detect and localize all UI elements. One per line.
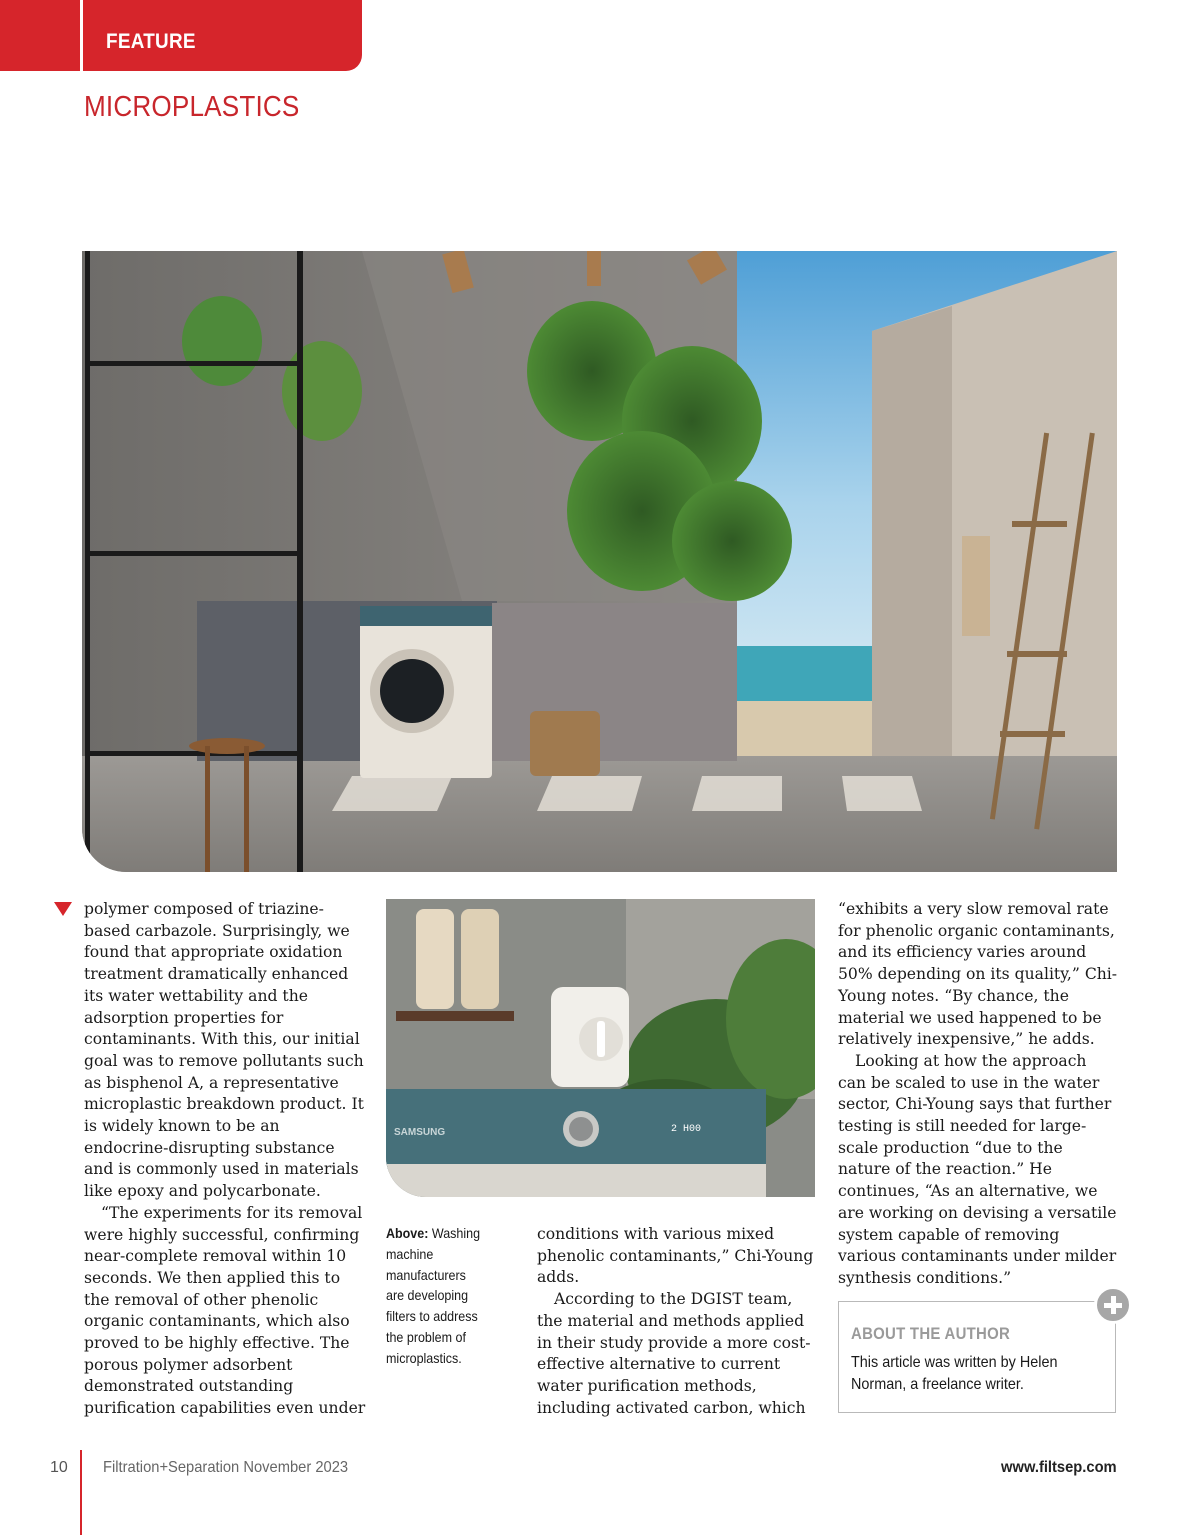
article-column-3 — [537, 1224, 817, 1419]
inset-brand-text: SAMSUNG — [394, 1127, 446, 1138]
column3-paragraph-1: conditions with various mixed phenolic contaminants,” Chi-Young adds. — [537, 1225, 814, 1287]
inset-display-text: 2 H00 — [671, 1124, 702, 1135]
hero-photo — [82, 251, 1117, 872]
photo-caption — [386, 1224, 487, 1370]
about-author-box — [838, 1301, 1116, 1413]
column4-paragraph-1: “exhibits a very slow removal rate for phenolic organic contaminants, and its efficiency varies around 50% depending on its quality,” Chi-Young notes. “By chance, the material we used happened to be relatively inexpensive,” he adds. — [838, 900, 1118, 1049]
article-column-4 — [838, 899, 1118, 1290]
website-link[interactable]: www.filtsep.com — [1001, 1459, 1117, 1476]
publication-info: Filtration+Separation November 2023 — [103, 1459, 349, 1476]
column3-paragraph-2: According to the DGIST team, the material and methods applied in their study provide a more cost-effective alternative to current water purification methods, including activated carbon, which — [537, 1290, 811, 1417]
section-title: MICROPLASTICS — [84, 91, 300, 123]
inset-photo — [386, 899, 815, 1197]
plus-icon — [1094, 1286, 1132, 1324]
about-author-heading: ABOUT THE AUTHOR — [851, 1324, 1011, 1343]
caption-lead: Above: — [386, 1226, 429, 1241]
continuation-triangle-icon — [54, 902, 72, 916]
feature-label: FEATURE — [106, 30, 196, 53]
column1-paragraph-1: polymer composed of triazine-based carbazole. Surprisingly, we found that appropriate oxidation treatment dramatically enhanced its water wettability and the adsorption properties for contaminants. With this, our initial goal was to remove pollutants such as bisphenol A, a representative microplastic breakdown product. It is widely known to be an endocrine-disrupting substance and is commonly used in materials like epoxy and polycarbonate. — [84, 900, 364, 1201]
column4-paragraph-2: Looking at how the approach can be scaled to use in the water sector, Chi-Young says that further testing is still needed for large-scale production “due to the nature of the reaction.” He continues, “As an alternative, we are working on devising a versatile system capable of removing various contaminants under milder synthesis conditions.” — [838, 1051, 1117, 1287]
caption-text: Washing machine manufacturers are developing filters to address the problem of microplastics. — [386, 1226, 481, 1366]
article-column-1 — [84, 899, 366, 1420]
about-author-text: This article was written by Helen Norman, a freelance writer. — [851, 1354, 1058, 1393]
footer-divider — [80, 1450, 82, 1535]
column1-paragraph-2: “The experiments for its removal were highly successful, confirming near-complete removal within 10 seconds. We then applied this to the removal of other phenolic organic contaminants, which also proved to be highly effective. The porous polymer adsorbent demonstrated outstanding purification capabilities even under — [84, 1203, 366, 1418]
tab-divider — [80, 0, 83, 71]
page-number: 10 — [50, 1459, 68, 1476]
